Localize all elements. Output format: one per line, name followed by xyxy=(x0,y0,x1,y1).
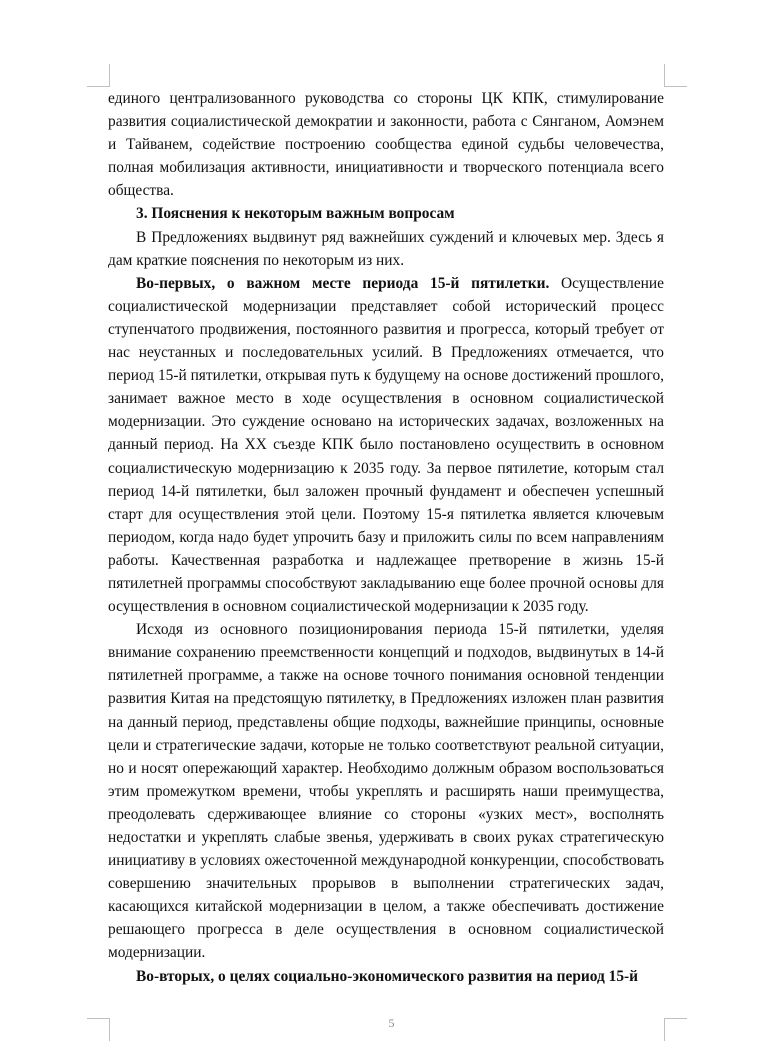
paragraph-second-point xyxy=(108,965,664,988)
margin-corner-top-right xyxy=(664,64,687,87)
paragraph-positioning: Исходя из основного позиционирования периода 15-й пятилетки, уделяя внимание сохранению преемственности концепций и подходов, выдвинутых в 14-й пятилетней программе, а также на основе точного понимания основной тенденции развития Китая на предстоящую пятилетку, в Предложениях изложен план развития на данный период, представлены общие подходы, важнейшие принципы, основные цели и стратегические задачи, которые не только соответствуют реальной ситуации, но и носят опережающий характер. Необходимо должным образом воспользоваться этим промежутком времени, чтобы укреплять и расширять наши преимущества, преодолевать сдерживающее влияние со стороны «узких мест», восполнять недостатки и укреплять слабые звенья, удерживать в своих руках стратегическую инициативу в условиях ожесточенной международной конкуренции, способствовать совершению значительных прорывов в выполнении стратегических задач, касающихся китайской модернизации в целом, а также обеспечивать достижение решающего прогресса в деле осуществления в основном социалистической модернизации. xyxy=(108,621,664,962)
paragraph-first-point xyxy=(108,272,664,618)
page-number: 5 xyxy=(388,1016,395,1030)
document-body xyxy=(108,87,664,988)
paragraph-continuation: единого централизованного руководства со стороны ЦК КПК, стимулирование развития социалистической демократии и законности, работа с Сянганом, Аомэнем и Тайванем, содействие построению сообщества единой судьбы человечества, полная мобилизация активности, инициативности и творческого потенциала всего общества. xyxy=(108,90,664,200)
paragraph-body-first: Осуществление социалистической модернизации представляет собой исторический процесс ступенчатого продвижения, постоянного развития и прогресса, который требует от нас неустанных и последовательных усилий. В Предложениях отмечается, что период 15-й пятилетки, открывая путь к будущему на основе достижений прошлого, занимает важное место в ходе осуществления в основном социалистической модернизации. Это суждение основано на исторических задачах, возложенных на данный период. На XX съезде КПК было постановлено осуществить в основном социалистическую модернизацию к 2035 году. За первое пятилетие, которым стал период 14-й пятилетки, был заложен прочный фундамент и обеспечен успешный старт для осуществления этой цели. Поэтому 15-я пятилетка является ключевым периодом, когда надо будет упрочить базу и приложить силы по всем направлениям работы. Качественная разработка и надлежащее претворение в жизнь 15-й пятилетней программы способствуют закладыванию еще более прочной основы для осуществления в основном социалистической модернизации к 2035 году. xyxy=(108,274,664,616)
paragraph-intro: В Предложениях выдвинут ряд важнейших суждений и ключевых мер. Здесь я дам краткие пояснения по некоторым из них. xyxy=(108,228,664,269)
margin-corner-top-left xyxy=(87,64,110,87)
paragraph-lead-first: Во-первых, о важном месте периода 15-й пятилетки. xyxy=(136,274,550,292)
paragraph-lead-second: Во-вторых, о целях социально-экономического развития на период 15-й xyxy=(136,967,639,985)
section-heading: 3. Пояснения к некоторым важным вопросам xyxy=(136,205,455,223)
